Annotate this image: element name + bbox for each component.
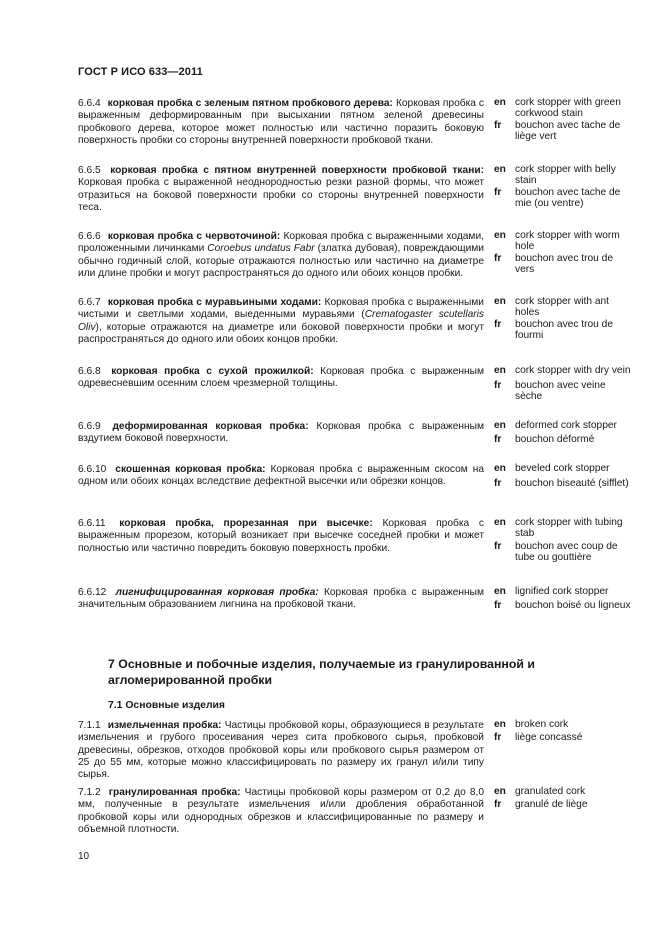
term-name: гранулированная пробка: xyxy=(108,787,241,798)
term-name: корковая пробка с червоточиной: xyxy=(107,231,281,242)
term-name: корковая пробка с муравьиными ходами: xyxy=(107,297,322,308)
translation-en: cork stopper with ant holes xyxy=(515,296,609,318)
term-definition xyxy=(78,98,484,147)
translation-en: deformed cork stopper xyxy=(515,420,617,431)
translation-en: cork stopper with worm hole xyxy=(515,230,620,252)
term-latin-name: Crematogaster scutellaris Oliv xyxy=(78,309,484,333)
term-translations xyxy=(494,787,634,812)
lang-code-en: en xyxy=(494,719,506,730)
term-text: Корковая пробка с выраженными ходами, проложенными личинками xyxy=(78,231,484,255)
lang-code-fr: fr xyxy=(494,186,502,198)
lang-code-fr: fr xyxy=(494,433,502,445)
term-number: 6.6.11 xyxy=(78,518,106,529)
term-number: 6.6.12 xyxy=(78,587,107,598)
term-text: Корковая пробка с выраженным вздутием боковой поверхности. xyxy=(78,421,484,445)
lang-code-en: en xyxy=(494,97,506,108)
page-header: ГОСТ Р ИСО 633—2011 xyxy=(78,66,203,78)
translation-en: broken cork xyxy=(515,719,569,730)
term-text: Корковая пробка с выраженным скосом на одном или обоих концах вследствие дефектной высечки или обрезки концов. xyxy=(78,464,484,488)
term-definition xyxy=(78,787,484,836)
term-translations xyxy=(494,464,634,491)
translation-fr: bouchon avec trou de vers xyxy=(515,252,613,275)
term-number: 6.6.5 xyxy=(78,165,101,176)
term-number: 6.6.4 xyxy=(78,98,101,109)
translation-fr: bouchon avec trou de fourmi xyxy=(515,318,613,341)
translation-fr: bouchon avec coup de tube ou gouttière xyxy=(515,540,618,563)
translation-fr: liège concassé xyxy=(515,731,583,743)
translation-en: cork stopper with dry vein xyxy=(515,365,631,376)
term-text: (златка дубовая), повреждающими обычно годичный слой, которые отражаются полностью или частично на диаметре или длине пробки и могут распространяться до одного или обоих концов пробки. xyxy=(78,243,484,279)
translation-fr: bouchon boisé ou ligneux xyxy=(515,599,631,611)
term-translations xyxy=(494,720,634,745)
lang-code-fr: fr xyxy=(494,731,502,743)
term-definition xyxy=(78,297,484,346)
term-name: скошенная корковая пробка: xyxy=(115,464,266,475)
subsection-title: 7.1 Основные изделия xyxy=(108,700,225,711)
term-translations xyxy=(494,421,634,447)
term-name: корковая пробка с пятном внутренней поверхности пробковой ткани: xyxy=(110,165,484,176)
term-definition xyxy=(78,366,484,391)
term-text: Корковая пробка с выраженным одревесневшим осенним слоем чрезмерной толщины. xyxy=(78,366,484,390)
lang-code-fr: fr xyxy=(494,599,502,611)
lang-code-en: en xyxy=(494,164,506,175)
term-number: 6.6.8 xyxy=(78,366,101,377)
term-definition xyxy=(78,720,484,781)
translation-en: granulated cork xyxy=(515,786,586,797)
term-name: корковая пробка с зеленым пятном пробкового дерева: xyxy=(107,98,393,109)
translation-fr: bouchon biseauté (sifflet) xyxy=(515,477,629,489)
term-text: Корковая пробка с выраженным деформированным при высыхании пятном зеленой древесины пробкового дерева, которое может полностью или частично поразить боковую поверхность пробки со стороны внутренней поверхности пробковой ткани. xyxy=(78,98,484,146)
term-number: 6.6.10 xyxy=(78,464,107,475)
term-translations xyxy=(494,366,634,404)
translation-en: beveled cork stopper xyxy=(515,463,610,474)
term-definition xyxy=(78,165,484,214)
lang-code-fr: fr xyxy=(494,540,502,552)
term-latin-name: Coroebus undatus Fabr xyxy=(207,243,315,255)
lang-code-en: en xyxy=(494,586,506,597)
translation-fr: granulé de liège xyxy=(515,798,588,810)
term-text: Корковая пробка с выраженным прорезом, который возникает при высечке соседней пробки и может полностью или частично повредить боковую поверхность пробки. xyxy=(78,518,484,554)
translation-en: cork stopper with tubing stab xyxy=(515,517,623,539)
lang-code-fr: fr xyxy=(494,379,502,391)
term-name: измельченная пробка: xyxy=(107,720,222,731)
term-text: Корковая пробка с выраженными чистыми и светлыми ходами, выеденными муравьями ( xyxy=(78,297,484,321)
term-text: Частицы пробковой коры, образующиеся в результате измельчения и грубого просеивания через сита пробкового сырья, пробковой древесины, обрезков, отходов пробковой коры или пробкового сырья размером от 25 до 55 мм, которые можно классифицировать по размеру их гранул и/или типу сырья. xyxy=(78,720,484,781)
term-number: 6.6.7 xyxy=(78,297,101,308)
term-text: Частицы пробковой коры размером от 0,2 до 8,0 мм, полученные в результате измельчения и/или дробления обработанной пробковой коры или однородных обрезков и классифицированные по размеру и объемной плотности. xyxy=(78,787,484,835)
term-definition xyxy=(78,231,484,280)
lang-code-en: en xyxy=(494,230,506,241)
term-translations xyxy=(494,231,634,277)
term-number: 6.6.6 xyxy=(78,231,101,242)
term-name: деформированная корковая пробка: xyxy=(112,421,309,432)
translation-en: cork stopper with belly stain xyxy=(515,164,616,186)
term-translations xyxy=(494,98,634,144)
lang-code-fr: fr xyxy=(494,119,502,131)
term-text: ), которые отражаются на диаметре или боковой поверхности пробки и могут распространяться до одного или обоих концов пробки. xyxy=(78,321,484,345)
translation-fr: bouchon avec tache de mie (ou ventre) xyxy=(515,186,621,209)
translation-fr: bouchon avec tache de liège vert xyxy=(515,119,621,142)
lang-code-en: en xyxy=(494,463,506,474)
lang-code-fr: fr xyxy=(494,318,502,330)
translation-en: cork stopper with green corkwood stain xyxy=(515,97,621,119)
section-title: 7 Основные и побочные изделия, получаемые из гранулированной и агломерированной пробки xyxy=(108,657,535,687)
term-name: лигнифицированная корковая пробка: xyxy=(115,587,319,598)
lang-code-en: en xyxy=(494,420,506,431)
term-definition xyxy=(78,587,484,612)
term-translations xyxy=(494,587,634,613)
translation-fr: bouchon déformé xyxy=(515,433,595,445)
lang-code-en: en xyxy=(494,296,506,307)
lang-code-en: en xyxy=(494,365,506,376)
term-number: 6.6.9 xyxy=(78,421,101,432)
lang-code-fr: fr xyxy=(494,477,502,489)
term-name: корковая пробка с сухой прожилкой: xyxy=(111,366,314,377)
term-translations xyxy=(494,165,634,211)
term-number: 7.1.1 xyxy=(78,720,101,731)
term-name: корковая пробка, прорезанная при высечке: xyxy=(119,518,373,529)
term-translations xyxy=(494,297,634,343)
lang-code-fr: fr xyxy=(494,798,502,810)
page-number: 10 xyxy=(78,851,90,862)
term-definition xyxy=(78,464,484,489)
term-text: Корковая пробка с выраженной неоднородностью резки разной формы, что может отразиться на боковой поверхности пробки со стороны внутренней поверхности теса. xyxy=(78,177,484,213)
lang-code-fr: fr xyxy=(494,252,502,264)
term-translations xyxy=(494,518,634,565)
term-number: 7.1.2 xyxy=(78,787,101,798)
term-definition xyxy=(78,421,484,446)
term-definition xyxy=(78,518,484,555)
lang-code-en: en xyxy=(494,786,506,797)
term-text: Корковая пробка с выраженным значительным образованием лигнина на пробковой ткани. xyxy=(78,587,484,611)
translation-fr: bouchon avec veine sèche xyxy=(515,379,606,402)
lang-code-en: en xyxy=(494,517,506,528)
translation-en: lignified cork stopper xyxy=(515,586,609,597)
